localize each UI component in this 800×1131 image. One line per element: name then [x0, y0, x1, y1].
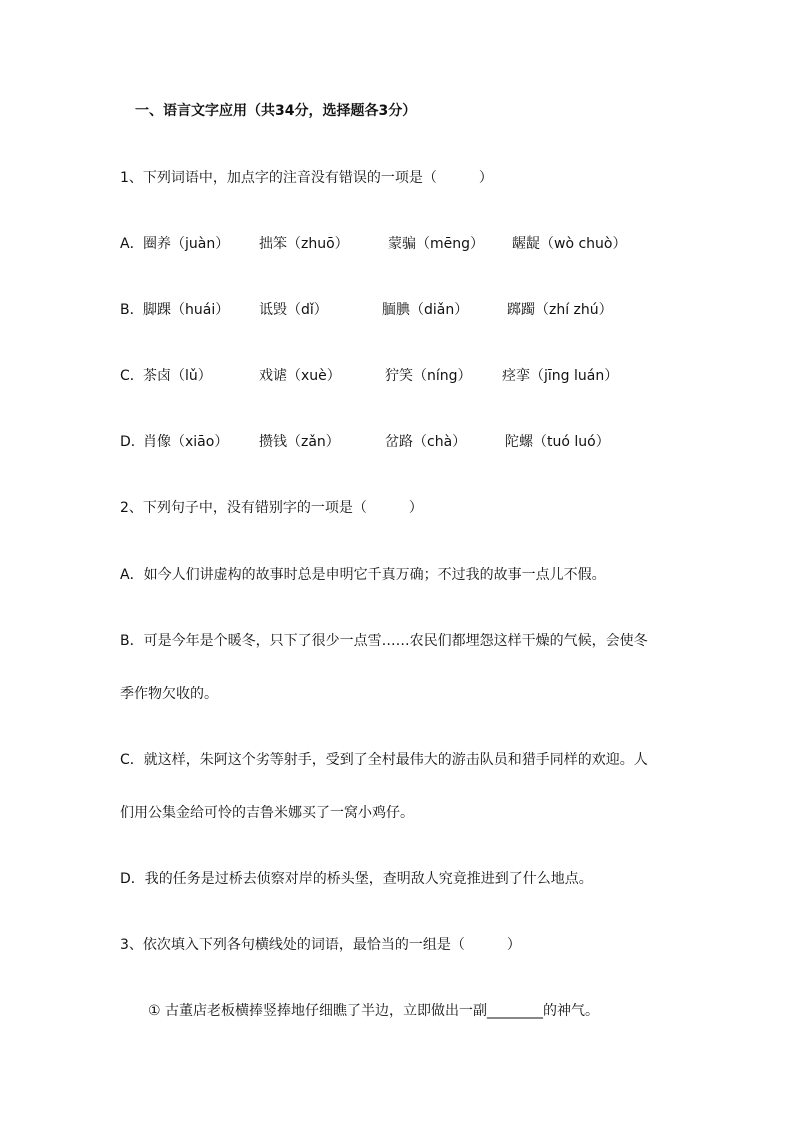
- question-2-option-b-line-2: 季作物欠收的。: [120, 686, 218, 702]
- option-letter: A．: [120, 236, 144, 252]
- question-2-stem: 2、下列句子中，没有错别字的一项是（ ）: [120, 500, 423, 516]
- question-1-stem: 1、下列词语中，加点字的注音没有错误的一项是（ ）: [120, 170, 493, 186]
- option-word: 脚踝（huái）: [143, 302, 230, 318]
- option-word: 蒙骗（mēng）: [388, 236, 485, 252]
- option-letter: D．: [120, 434, 145, 450]
- option-word: 圈养（juàn）: [143, 236, 230, 252]
- section-title: 一、语言文字应用（共34分，选择题各3分）: [135, 103, 417, 119]
- question-2-option-c-line-2: 们用公集金给可怜的吉鲁米娜买了一窝小鸡仔。: [120, 805, 414, 821]
- option-word: 狞笑（níng）: [385, 368, 472, 384]
- question-3-stem: 3、依次填入下列各句横线处的词语，最恰当的一组是（ ）: [120, 937, 521, 953]
- option-word: 龌龊（wò chuò）: [512, 236, 627, 252]
- question-2-option-a: A．如今人们讲虚构的故事时总是申明它千真万确；不过我的故事一点儿不假。: [120, 567, 606, 583]
- option-word: 陀螺（tuó luó）: [505, 434, 610, 450]
- option-word: 踯躅（zhí zhú）: [507, 302, 613, 318]
- option-word: 肖像（xiāo）: [143, 434, 229, 450]
- option-word: 戏谑（xuè）: [259, 368, 341, 384]
- option-word: 攒钱（zǎn）: [259, 434, 340, 450]
- question-2-option-d: D．我的任务是过桥去侦察对岸的桥头堡，查明敌人究竟推进到了什么地点。: [120, 871, 593, 887]
- option-letter: B．: [120, 302, 144, 318]
- option-letter: C．: [120, 368, 144, 384]
- option-word: 拙笨（zhuō）: [259, 236, 349, 252]
- option-word: 诋毁（dǐ）: [259, 302, 328, 318]
- question-3-item-1: ① 古董店老板横捧竖捧地仔细瞧了半边，立即做出一副________的神气。: [148, 1003, 599, 1019]
- option-word: 岔路（chà）: [385, 434, 467, 450]
- option-word: 茶卤（lǔ）: [143, 368, 212, 384]
- option-word: 痉挛（jīng luán）: [502, 368, 619, 384]
- question-2-option-c-line-1: C．就这样，朱阿这个劣等射手，受到了全村最伟大的游击队员和猎手同样的欢迎。人: [120, 752, 648, 768]
- option-word: 腼腆（diǎn）: [382, 302, 469, 318]
- question-2-option-b-line-1: B．可是今年是个暖冬，只下了很少一点雪……农民们都埋怨这样干燥的气候，会使冬: [120, 633, 648, 649]
